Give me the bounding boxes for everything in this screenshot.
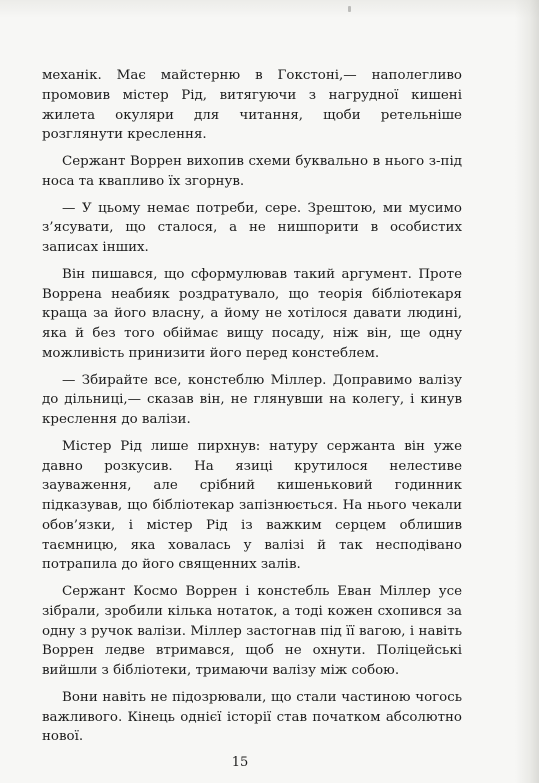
dialog-paragraph: — Збирайте все, констеблю Міллер. Доправимо валізу до дільниці,— сказав він, не глянувши на колегу, і кинув креслення до валізи. xyxy=(42,372,462,427)
paragraph: Сержант Космо Воррен і констебль Еван Міллер усе зібрали, зробили кілька нотаток, а тоді кожен схопився за одну з ручок валізи. Міллер застогнав під її вагою, і навіть Воррен ледве втримався, щоб не охнути. Поліцейські вийшли з бібліотеки, тримаючи валізу між собою. xyxy=(42,584,462,678)
paragraph: Сержант Воррен вихопив схеми буквально в нього з-під носа та квапливо їх згорнув. xyxy=(42,154,462,189)
page-top-shading xyxy=(0,0,539,18)
paper-speck xyxy=(348,6,351,12)
page-edge-shading xyxy=(515,0,539,783)
paragraph: Він пишався, що сформулював такий аргумент. Проте Воррена неабияк роздратувало, що теорія бібліотекаря краща за його власну, а йому не хотілося давати людині, яка й без того обіймає вищу посаду, ніж він, ще одну можливість принизити його перед констеблем. xyxy=(42,266,462,361)
paragraph: Вони навіть не підозрювали, що стали частиною чогось важливого. Кінець однієї історії став початком абсолютно нової. xyxy=(42,689,462,745)
page-number: 15 xyxy=(231,755,249,770)
body-text xyxy=(42,66,462,754)
dialog-paragraph: — У цьому немає потреби, сере. Зрештою, ми мусимо з’ясувати, що сталося, а не нишпорити в особистих записах інших. xyxy=(42,200,462,255)
paragraph: механік. Має майстерню в Гокстоні,— наполегливо промовив містер Рід, витягуючи з нагрудної кишені жилета окуляри для читання, щоби ретельніше розглянути креслення. xyxy=(42,68,462,143)
paragraph: Містер Рід лише пирхнув: натуру сержанта він уже давно розкусив. На язиці крутилося нелестиве зауваження, але срібний кишеньковий годинник підказував, що бібліотекар запізнюється. На нього чекали обов’язки, і містер Рід із важким серцем облишив таємницю, яка ховалась у валізі й так несподівано потрапила до його священних залів. xyxy=(42,438,462,573)
